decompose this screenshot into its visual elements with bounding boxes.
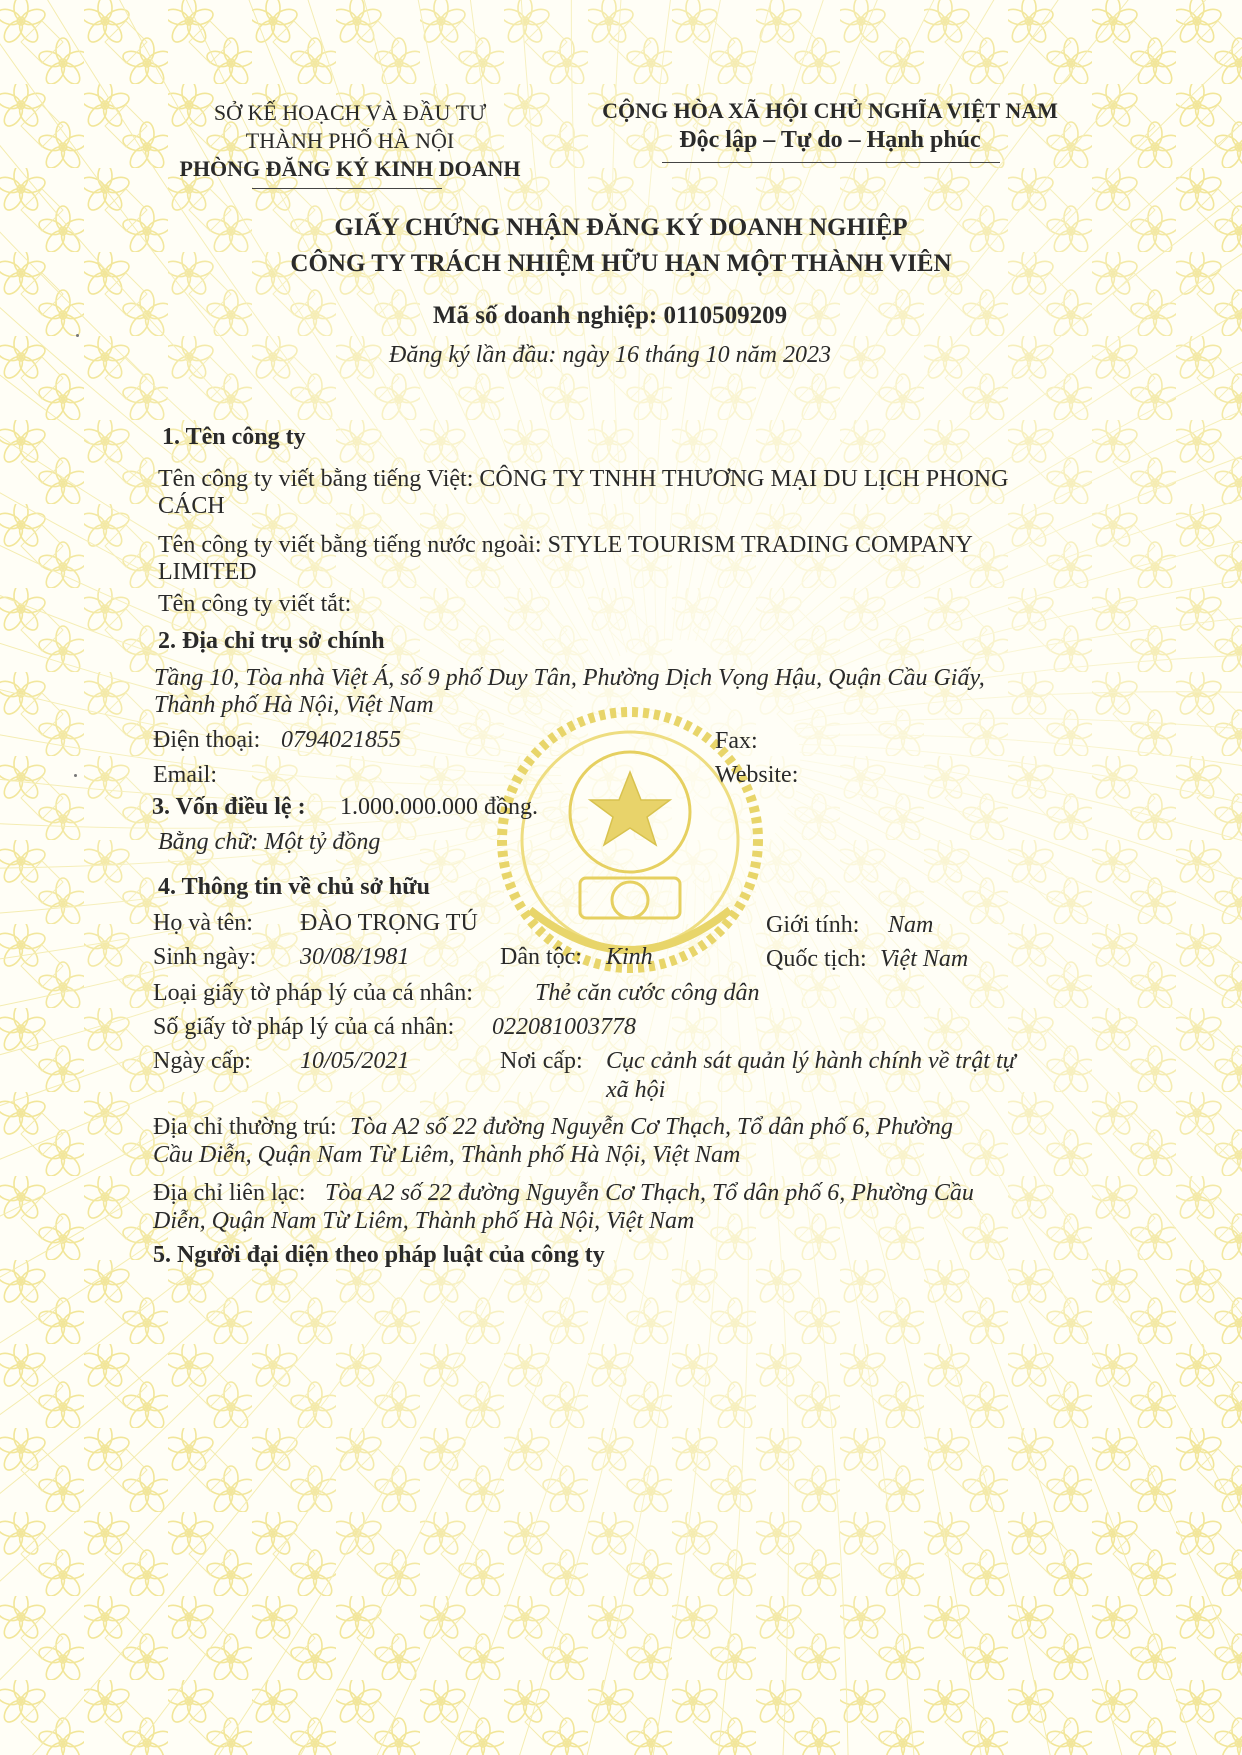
enterprise-code: Mã số doanh nghiệp: 0110509209	[432, 302, 788, 329]
section-2-heading: 2. Địa chỉ trụ sở chính	[158, 628, 385, 654]
owner-name-value: ĐÀO TRỌNG TÚ	[300, 910, 478, 936]
permanent-address-label: Địa chỉ thường trú:	[153, 1114, 337, 1140]
section-5-heading: 5. Người đại diện theo pháp luật của công ty	[153, 1242, 605, 1268]
email-label: Email:	[153, 762, 217, 788]
legal-doc-number-value: 022081003778	[492, 1014, 636, 1040]
issue-date-value: 10/05/2021	[300, 1048, 410, 1074]
section-3-heading: 3. Vốn điều lệ :	[152, 794, 306, 820]
company-type-title: CÔNG TY TRÁCH NHIỆM HỮU HẠN MỘT THÀNH VIÊN	[290, 250, 952, 277]
phone-label: Điện thoại:	[153, 727, 261, 753]
issue-place-label: Nơi cấp:	[500, 1048, 583, 1074]
certificate-title: GIẤY CHỨNG NHẬN ĐĂNG KÝ DOANH NGHIỆP	[334, 214, 908, 241]
dob-label: Sinh ngày:	[153, 944, 257, 970]
issuer-city: THÀNH PHỐ HÀ NỘI	[245, 128, 455, 153]
fax-label: Fax:	[715, 728, 758, 754]
charter-capital-amount: 1.000.000.000 đồng.	[340, 794, 538, 820]
dob-value: 30/08/1981	[300, 944, 410, 970]
legal-doc-number-label: Số giấy tờ pháp lý của cá nhân:	[153, 1014, 455, 1040]
charter-capital-in-words: Bằng chữ: Một tỷ đồng	[158, 829, 381, 855]
permanent-address-value-cont: Cầu Diễn, Quận Nam Từ Liêm, Thành phố Hà Nội, Việt Nam	[153, 1142, 741, 1168]
head-office-address: Tầng 10, Tòa nhà Việt Á, số 9 phố Duy Tân, Phường Dịch Vọng Hậu, Quận Cầu Giấy,	[154, 665, 985, 691]
head-office-address-cont: Thành phố Hà Nội, Việt Nam	[154, 692, 434, 718]
issue-date-label: Ngày cấp:	[153, 1048, 251, 1074]
issue-place-value-cont: xã hội	[606, 1077, 666, 1103]
nationality-value: Việt Nam	[880, 946, 969, 972]
gender-label: Giới tính:	[766, 912, 860, 938]
contact-address-value: Tòa A2 số 22 đường Nguyễn Cơ Thạch, Tổ dân phố 6, Phường Cầu	[325, 1180, 974, 1206]
contact-address-label: Địa chỉ liên lạc:	[153, 1180, 306, 1206]
national-title: CỘNG HÒA XÃ HỘI CHỦ NGHĨA VIỆT NAM	[602, 98, 1058, 123]
scan-speck	[74, 774, 77, 777]
foreign-company-name: Tên công ty viết bằng tiếng nước ngoài: STYLE TOURISM TRADING COMPANY	[158, 532, 973, 558]
section-1-heading: 1. Tên công ty	[162, 424, 306, 450]
gender-value: Nam	[888, 912, 934, 938]
ethnicity-value: Kinh	[606, 944, 653, 970]
legal-doc-type-label: Loại giấy tờ pháp lý của cá nhân:	[153, 980, 473, 1006]
abbrev-name-label: Tên công ty viết tắt:	[158, 591, 352, 617]
scan-speck	[76, 334, 79, 337]
website-label: Website:	[715, 762, 799, 788]
national-motto: Độc lập – Tự do – Hạnh phúc	[679, 127, 981, 153]
issuer-underline	[252, 188, 442, 189]
owner-name-label: Họ và tên:	[153, 910, 253, 936]
first-registration-date: Đăng ký lần đầu: ngày 16 tháng 10 năm 2023	[389, 342, 831, 368]
vn-company-name: Tên công ty viết bằng tiếng Việt: CÔNG TY TNHH THƯƠNG MẠI DU LỊCH PHONG	[158, 466, 1009, 492]
issue-place-value: Cục cảnh sát quản lý hành chính về trật tự	[606, 1048, 1016, 1074]
foreign-company-name-cont: LIMITED	[158, 559, 257, 585]
nationality-label: Quốc tịch:	[766, 946, 867, 972]
section-4-heading: 4. Thông tin về chủ sở hữu	[158, 874, 431, 900]
phone-value: 0794021855	[281, 727, 401, 753]
issuer-office: PHÒNG ĐĂNG KÝ KINH DOANH	[179, 156, 521, 181]
motto-underline	[662, 162, 1000, 163]
vn-company-name-cont: CÁCH	[158, 493, 225, 519]
ethnicity-label: Dân tộc:	[500, 944, 582, 970]
permanent-address-value: Tòa A2 số 22 đường Nguyễn Cơ Thạch, Tổ dân phố 6, Phường	[350, 1114, 953, 1140]
contact-address-value-cont: Diễn, Quận Nam Từ Liêm, Thành phố Hà Nội, Việt Nam	[153, 1208, 695, 1234]
issuer-department: SỞ KẾ HOẠCH VÀ ĐẦU TƯ	[213, 100, 487, 125]
legal-doc-type-value: Thẻ căn cước công dân	[535, 980, 760, 1006]
